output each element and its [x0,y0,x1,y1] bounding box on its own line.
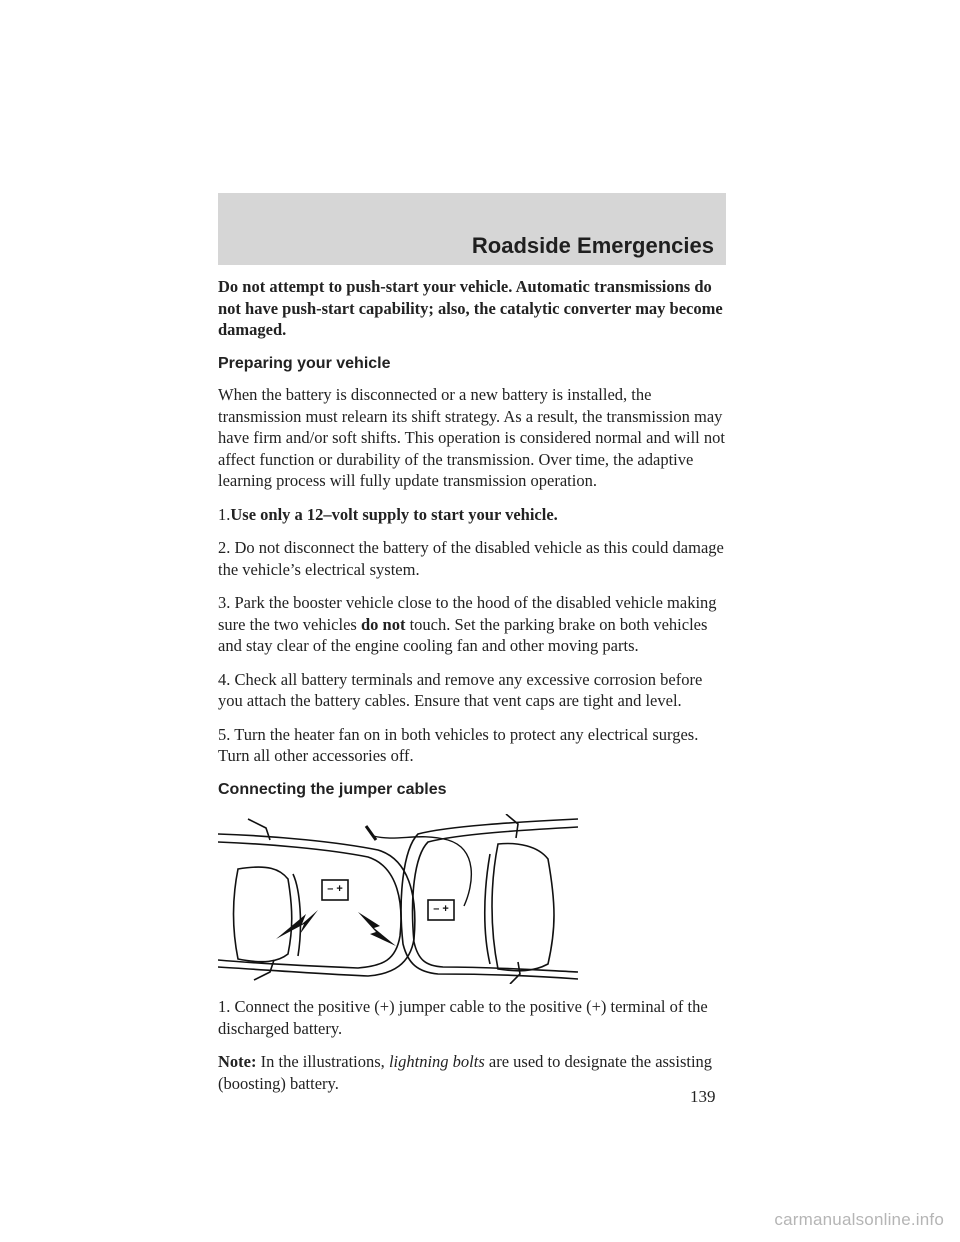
step-2: 2. Do not disconnect the battery of the disabled vehicle as this could damage the vehicle’s electrical system. [218,538,724,579]
preparing-heading: Preparing your vehicle [218,354,391,372]
note-pre: In the illustrations, [260,1052,385,1071]
jumper-cables-illustration [218,814,578,984]
note-post: are used to designate the assisting (boosting) battery. [218,1052,713,1093]
push-start-warning: Do not attempt to push-start your vehicle. Automatic transmissions do not have push-start capability; also, the catalytic converter may become damaged. [218,277,723,339]
step-4: 4. Check all battery terminals and remove any excessive corrosion before you attach the battery cables. Ensure that vent caps are tight and level. [218,669,703,710]
illustration-note [218,1051,730,1094]
footer-watermark: carmanualsonline.info [774,1210,944,1229]
step-1-number: 1. [218,504,231,524]
right-vehicle-outline [401,814,578,984]
lightning-bolt-right [358,912,396,946]
note-label: Note: [218,1052,257,1071]
page-content [218,276,730,1106]
right-battery-icon [428,900,454,920]
left-battery-label: – + [327,883,343,895]
lightning-bolt-left [276,910,318,939]
step-3-post: touch. Set the parking brake on both vehicles and stay clear of the engine cooling fan and other moving parts. [218,614,708,655]
cable-clamp [366,826,376,840]
step-5: 5. Turn the heater fan on in both vehicles to protect any electrical surges. Turn all other accessories off. [218,724,699,765]
page-number: 139 [690,1087,716,1106]
preparing-intro: When the battery is disconnected or a new battery is installed, the transmission must relearn its shift strategy. As a result, the transmission may have firm and/or soft shifts. This operation is considered normal and will not affect function or durability of the transmission. Over time, the adaptive learning process will fully update transmission operation. [218,385,725,490]
connect-step-1: 1. Connect the positive (+) jumper cable to the positive (+) terminal of the discharged battery. [218,997,708,1038]
left-vehicle-outline [218,819,415,980]
left-battery-icon [322,880,348,900]
note-italic: lightning bolts [388,1052,485,1071]
step-1 [218,504,730,526]
step-3-bold: do not [360,614,406,634]
step-3-pre: 3. Park the booster vehicle close to the hood of the disabled vehicle making sure the two vehicles [218,593,717,634]
step-3 [218,592,730,657]
right-battery-label: – + [433,903,449,915]
step-1-text: Use only a 12–volt supply to start your vehicle. [230,504,558,524]
section-header-band [218,193,726,265]
section-title: Roadside Emergencies [471,233,714,258]
connecting-heading: Connecting the jumper cables [218,780,447,798]
